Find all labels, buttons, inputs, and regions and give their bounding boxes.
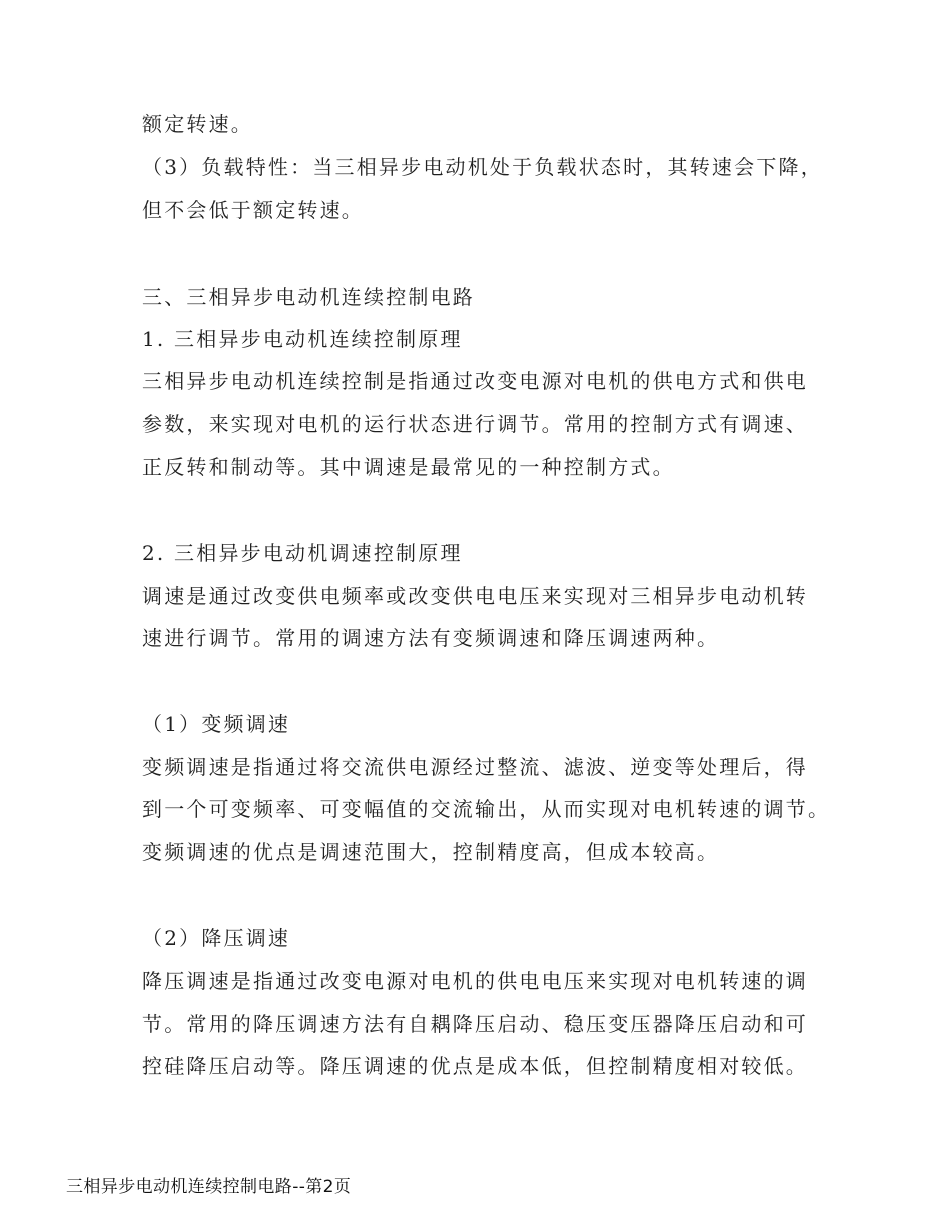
text-line: 调速是通过改变供电频率或改变供电电压来实现对三相异步电动机转	[142, 584, 808, 608]
text-line: 降压调速是指通过改变电源对电机的供电电压来实现对电机转速的调	[142, 969, 808, 993]
text-line: 额定转速。	[142, 112, 253, 136]
item-heading: （1）变频调速	[142, 712, 291, 736]
item-heading: （2）降压调速	[142, 926, 291, 950]
text-line: 节。常用的降压调速方法有自耦降压启动、稳压变压器降压启动和可	[142, 1012, 808, 1036]
subsection-heading: 1. 三相异步电动机连续控制原理	[142, 327, 463, 351]
text-line: 但不会低于额定转速。	[142, 198, 364, 222]
text-line: 正反转和制动等。其中调速是最常见的一种控制方式。	[142, 455, 675, 479]
text-line: 到一个可变频率、可变幅值的交流输出，从而实现对电机转速的调节。	[142, 797, 831, 821]
page-footer: 三相异步电动机连续控制电路--第2页	[66, 1177, 352, 1197]
text-line: 控硅降压启动等。降压调速的优点是成本低，但控制精度相对较低。	[142, 1054, 808, 1078]
text-line: 三相异步电动机连续控制是指通过改变电源对电机的供电方式和供电	[142, 369, 808, 393]
text-line: 参数，来实现对电机的运行状态进行调节。常用的控制方式有调速、	[142, 412, 808, 436]
subsection-heading: 2. 三相异步电动机调速控制原理	[142, 541, 463, 565]
text-line: 速进行调节。常用的调速方法有变频调速和降压调速两种。	[142, 626, 720, 650]
text-line: 变频调速是指通过将交流供电源经过整流、滤波、逆变等处理后，得	[142, 755, 808, 779]
text-line: 变频调速的优点是调速范围大，控制精度高，但成本较高。	[142, 840, 720, 864]
text-line: （3）负载特性：当三相异步电动机处于负载状态时，其转速会下降，	[142, 155, 823, 179]
section-heading: 三、三相异步电动机连续控制电路	[142, 285, 475, 309]
